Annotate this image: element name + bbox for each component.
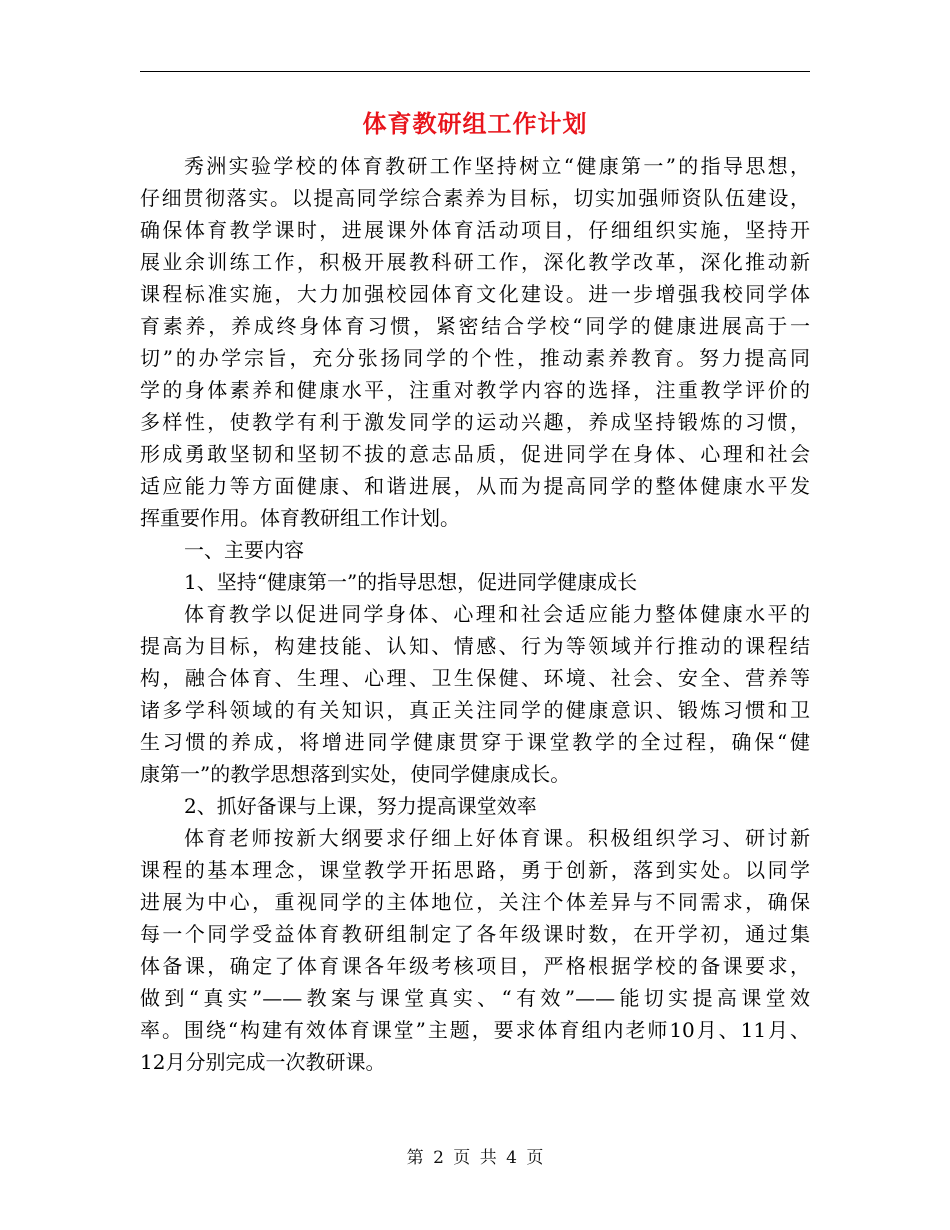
paragraph-line: 进展为中心，重视同学的主体地位，关注个体差异与不同需求，确保 bbox=[140, 890, 810, 914]
paragraph-line: 构，融合体育、生理、心理、卫生保健、环境、社会、安全、营养等 bbox=[140, 666, 810, 690]
paragraph-line: 做到“真实”——教案与课堂真实、“有效”——能切实提高课堂效 bbox=[140, 986, 810, 1010]
paragraph-line: 每一个同学受益体育教研组制定了各年级课时数，在开学初，通过集 bbox=[140, 922, 810, 946]
paragraph-line: 体育老师按新大纲要求仔细上好体育课。积极组织学习、研讨新 bbox=[184, 826, 810, 850]
paragraph-line: 提高为目标，构建技能、认知、情感、行为等领域并行推动的课程结 bbox=[140, 634, 810, 658]
paragraph-line: 多样性，使教学有利于激发同学的运动兴趣，养成坚持锻炼的习惯， bbox=[140, 410, 810, 434]
paragraph-line: 学的身体素养和健康水平，注重对教学内容的选择，注重教学评价的 bbox=[140, 378, 810, 402]
header-rule bbox=[140, 71, 810, 72]
paragraph-line: 体备课，确定了体育课各年级考核项目，严格根据学校的备课要求， bbox=[140, 954, 810, 978]
paragraph-line: 课程的基本理念，课堂教学开拓思路，勇于创新，落到实处。以同学 bbox=[140, 858, 810, 882]
document-title: 体育教研组工作计划 bbox=[362, 110, 588, 138]
page-number: 第 2 页 共 4 页 bbox=[406, 1148, 544, 1168]
paragraph-line: 育素养，养成终身体育习惯，紧密结合学校“同学的健康进展高于一 bbox=[140, 314, 810, 338]
paragraph-line: 体育教学以促进同学身体、心理和社会适应能力整体健康水平的 bbox=[184, 602, 810, 626]
paragraph-line: 确保体育教学课时，进展课外体育活动项目，仔细组织实施，坚持开 bbox=[140, 218, 810, 242]
paragraph-line: 仔细贯彻落实。以提高同学综合素养为目标，切实加强师资队伍建设， bbox=[140, 186, 810, 210]
paragraph-line: 生习惯的养成，将增进同学健康贯穿于课堂教学的全过程，确保“健 bbox=[140, 730, 810, 754]
paragraph-line: 切”的办学宗旨，充分张扬同学的个性，推动素养教育。努力提高同 bbox=[140, 346, 810, 370]
paragraph-line: 适应能力等方面健康、和谐进展，从而为提高同学的整体健康水平发 bbox=[140, 474, 810, 498]
paragraph-line: 诸多学科领域的有关知识，真正关注同学的健康意识、锻炼习惯和卫 bbox=[140, 698, 810, 722]
paragraph-line: 秀洲实验学校的体育教研工作坚持树立“健康第一”的指导思想， bbox=[184, 154, 810, 178]
subsection-heading: 2、抓好备课与上课，努力提高课堂效率 bbox=[184, 794, 537, 818]
paragraph-line: 康第一”的教学思想落到实处，使同学健康成长。 bbox=[140, 762, 571, 786]
paragraph-line: 12月分别完成一次教研课。 bbox=[140, 1050, 386, 1074]
paragraph-line: 率。围绕“构建有效体育课堂”主题，要求体育组内老师10月、11月、 bbox=[140, 1018, 810, 1042]
paragraph-line: 展业余训练工作，积极开展教科研工作，深化教学改革，深化推动新 bbox=[140, 250, 810, 274]
paragraph-line: 形成勇敢坚韧和坚韧不拔的意志品质，促进同学在身体、心理和社会 bbox=[140, 442, 810, 466]
document-body bbox=[140, 150, 810, 1078]
section-heading: 一、主要内容 bbox=[184, 538, 304, 562]
paragraph-line: 挥重要作用。体育教研组工作计划。 bbox=[140, 506, 460, 530]
subsection-heading: 1、坚持“健康第一”的指导思想，促进同学健康成长 bbox=[184, 570, 638, 594]
paragraph-line: 课程标准实施，大力加强校园体育文化建设。进一步增强我校同学体 bbox=[140, 282, 810, 306]
